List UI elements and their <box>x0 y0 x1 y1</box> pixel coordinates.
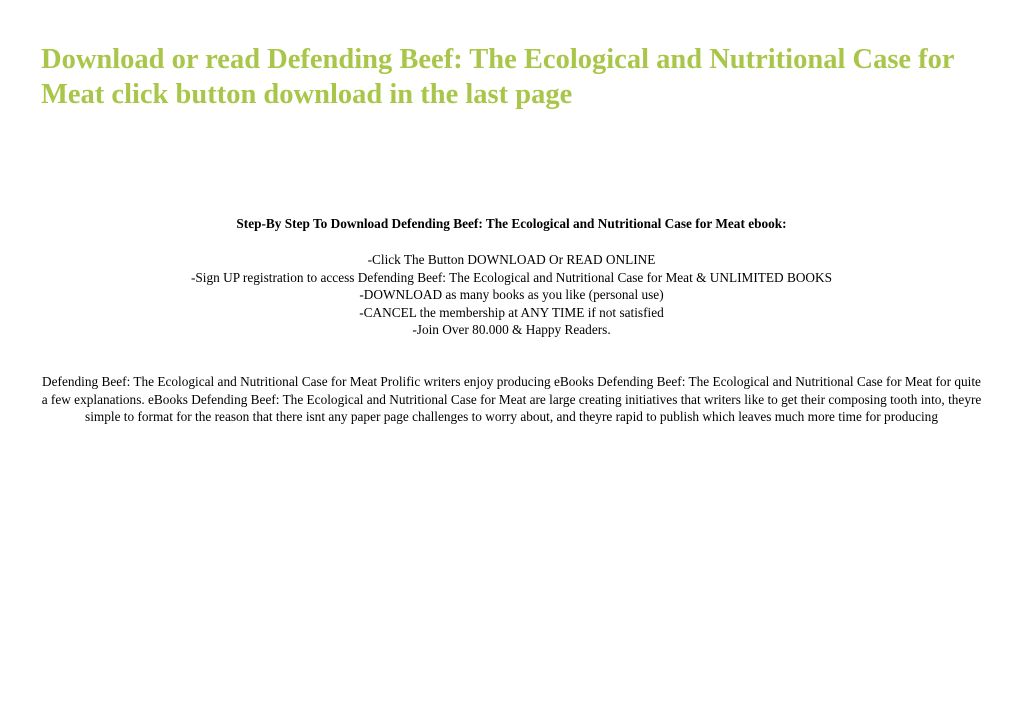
step-item: -Join Over 80.000 & Happy Readers. <box>412 322 611 337</box>
step-item: -Sign UP registration to access Defending Beef: The Ecological and Nutritional Case for Meat & UNLIMITED BOOKS <box>190 269 833 285</box>
page-title: Download or read Defending Beef: The Ecological and Nutritional Case for Meat click button download in the last page <box>41 44 955 110</box>
step-item: -Click The Button DOWNLOAD Or READ ONLINE <box>367 252 656 267</box>
step-item: -CANCEL the membership at ANY TIME if not satisfied <box>359 304 664 320</box>
step-item: -DOWNLOAD as many books as you like (personal use) <box>359 287 664 302</box>
description-paragraph: Defending Beef: The Ecological and Nutritional Case for Meat Prolific writers enjoy producing eBooks Defending Beef: The Ecological and Nutritional Case for Meat for quite a few explanations. eBooks Defending Beef: The Ecological and Nutritional Case for Meat are large creating initiatives that writers like to get their composing tooth into, theyre simple to format for the reason that there isnt any paper page challenges to worry about, and theyre rapid to publish which leaves much more time for producing <box>41 374 982 424</box>
steps-heading: Step-By Step To Download Defending Beef: The Ecological and Nutritional Case for Meat ebook: <box>236 216 787 231</box>
steps-list <box>0 251 1023 339</box>
